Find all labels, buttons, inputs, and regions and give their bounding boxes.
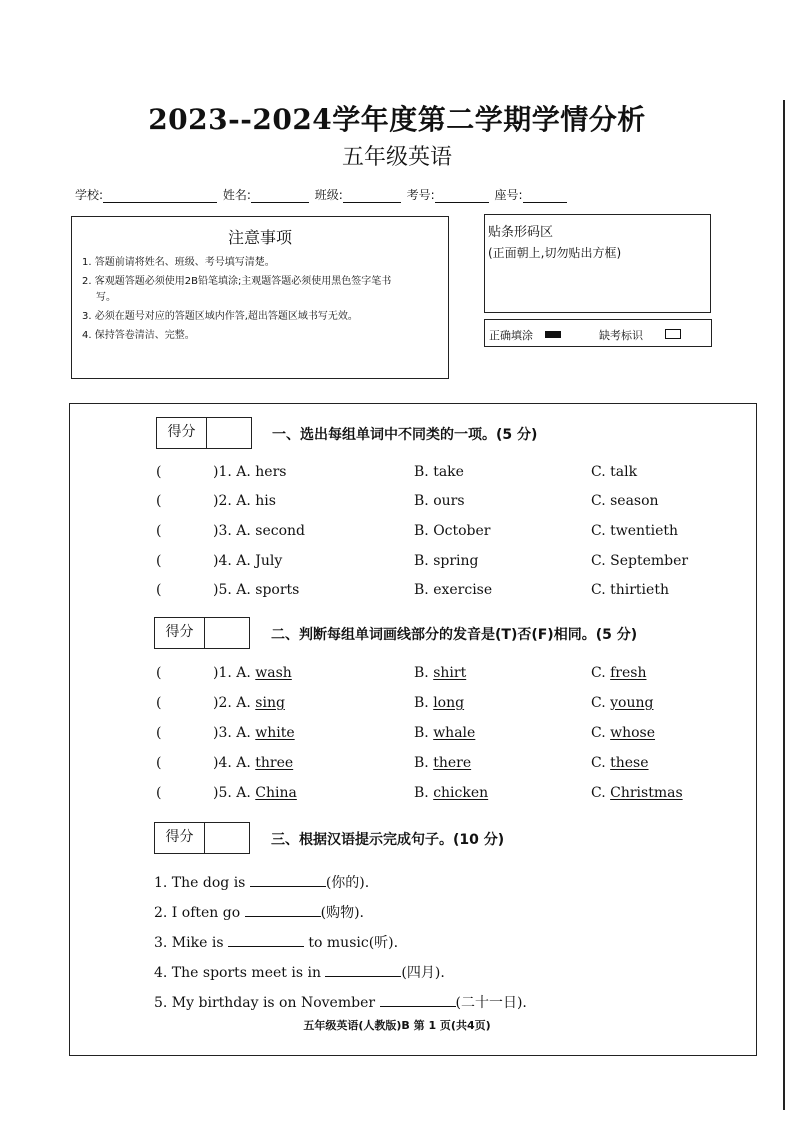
option-b: B. exercise: [414, 582, 493, 598]
answer-paren[interactable]: (: [156, 695, 162, 711]
answer-blank[interactable]: [380, 994, 456, 1007]
fill-legend: [484, 319, 712, 347]
barcode-title: 贴条形码区: [488, 225, 554, 240]
answer-blank[interactable]: [250, 874, 326, 887]
page-footer: 五年级英语(人教版)B 第 1 页(共4页): [303, 1019, 491, 1032]
option-c: C. whose: [591, 725, 656, 741]
score-label: 得分: [155, 618, 205, 648]
exam-body: [69, 403, 757, 1056]
answer-blank[interactable]: [228, 934, 304, 947]
question-row: [70, 582, 758, 606]
answer-blank[interactable]: [245, 904, 321, 917]
answer-paren[interactable]: (: [156, 665, 162, 681]
note-item: 4. 保持答卷清洁、完整。: [82, 330, 195, 341]
answer-paren[interactable]: (: [156, 464, 162, 480]
name-label: 姓名:: [222, 188, 251, 202]
school-label: 学校:: [75, 188, 104, 202]
option-c: C. talk: [591, 464, 638, 480]
correct-fill-label: 正确填涂: [489, 329, 533, 342]
option-a: )1. A. wash: [213, 665, 292, 681]
class-field[interactable]: [343, 190, 401, 203]
option-c: C. these: [591, 755, 649, 771]
note-item: 写。: [96, 292, 116, 303]
option-a: )3. A. second: [213, 523, 305, 539]
section-3-heading: 三、根据汉语提示完成句子。(10 分): [271, 832, 505, 848]
option-a: )1. A. hers: [213, 464, 287, 480]
question-row: [70, 464, 758, 488]
exam-subtitle: 五年级英语: [341, 145, 452, 170]
exam-number-label: 考号:: [406, 188, 435, 202]
note-item: 3. 必须在题号对应的答题区域内作答,超出答题区域书写无效。: [82, 311, 358, 322]
absent-mark-label: 缺考标识: [599, 329, 643, 342]
option-b: B. take: [414, 464, 464, 480]
notes-title: 注意事项: [227, 228, 292, 247]
option-c: C. season: [591, 493, 659, 509]
notes-box: [71, 216, 449, 379]
notes-list: [82, 253, 437, 345]
class-label: 班级:: [314, 188, 343, 202]
school-field[interactable]: [103, 190, 217, 203]
sentence-row: 1. The dog is (你的).: [154, 875, 370, 891]
note-item: 1. 答题前请将姓名、班级、考号填写清楚。: [82, 257, 275, 268]
exam-title: 2023--2024学年度第二学期学情分析: [148, 103, 646, 136]
option-c: C. twentieth: [591, 523, 679, 539]
option-b: B. October: [414, 523, 491, 539]
name-field[interactable]: [251, 190, 309, 203]
answer-paren[interactable]: (: [156, 553, 162, 569]
barcode-note: (正面朝上,切勿贴出方框): [488, 246, 622, 260]
option-b: B. long: [414, 695, 465, 711]
seat-number-field[interactable]: [523, 190, 567, 203]
question-row: [70, 553, 758, 577]
answer-paren[interactable]: (: [156, 523, 162, 539]
question-row: [70, 725, 758, 749]
filled-mark-icon: [545, 331, 561, 338]
answer-paren[interactable]: (: [156, 785, 162, 801]
option-b: B. there: [414, 755, 472, 771]
sentence-row: 4. The sports meet is in (四月).: [154, 965, 445, 981]
barcode-area: [484, 214, 711, 313]
answer-paren[interactable]: (: [156, 582, 162, 598]
option-c: C. fresh: [591, 665, 647, 681]
score-label: 得分: [155, 823, 205, 853]
seat-number-label: 座号:: [494, 188, 523, 202]
section-2-heading: 二、判断每组单词画线部分的发音是(T)否(F)相同。(5 分): [271, 627, 638, 643]
answer-paren[interactable]: (: [156, 755, 162, 771]
option-a: )2. A. sing: [213, 695, 285, 711]
answer-paren[interactable]: (: [156, 725, 162, 741]
note-item: 2. 客观题答题必须使用2B铅笔填涂;主观题答题必须使用黑色签字笔书: [82, 276, 392, 287]
option-a: )2. A. his: [213, 493, 276, 509]
answer-paren[interactable]: (: [156, 493, 162, 509]
question-row: [70, 523, 758, 547]
option-a: )5. A. sports: [213, 582, 300, 598]
score-box: [154, 617, 250, 649]
question-row: [70, 493, 758, 517]
question-row: [70, 695, 758, 719]
question-row: [70, 665, 758, 689]
option-a: )3. A. white: [213, 725, 295, 741]
option-b: B. spring: [414, 553, 479, 569]
sentence-row: 5. My birthday is on November (二十一日).: [154, 995, 527, 1011]
option-a: )5. A. China: [213, 785, 297, 801]
question-row: [70, 755, 758, 779]
option-b: B. ours: [414, 493, 465, 509]
page-edge-divider: [783, 100, 789, 1110]
option-c: C. September: [591, 553, 689, 569]
option-a: )4. A. July: [213, 553, 283, 569]
score-label: 得分: [157, 418, 207, 448]
absent-checkbox[interactable]: [665, 329, 681, 339]
score-box: [156, 417, 252, 449]
student-info-row: [75, 186, 569, 203]
option-c: C. young: [591, 695, 654, 711]
option-b: B. shirt: [414, 665, 467, 681]
option-b: B. chicken: [414, 785, 489, 801]
score-box: [154, 822, 250, 854]
question-row: [70, 785, 758, 809]
option-b: B. whale: [414, 725, 476, 741]
exam-number-field[interactable]: [435, 190, 489, 203]
option-c: C. Christmas: [591, 785, 683, 801]
answer-blank[interactable]: [325, 964, 401, 977]
option-a: )4. A. three: [213, 755, 294, 771]
option-c: C. thirtieth: [591, 582, 669, 598]
sentence-row: 3. Mike is to music(听).: [154, 935, 399, 951]
sentence-row: 2. I often go (购物).: [154, 905, 364, 921]
section-1-heading: 一、选出每组单词中不同类的一项。(5 分): [272, 427, 538, 443]
